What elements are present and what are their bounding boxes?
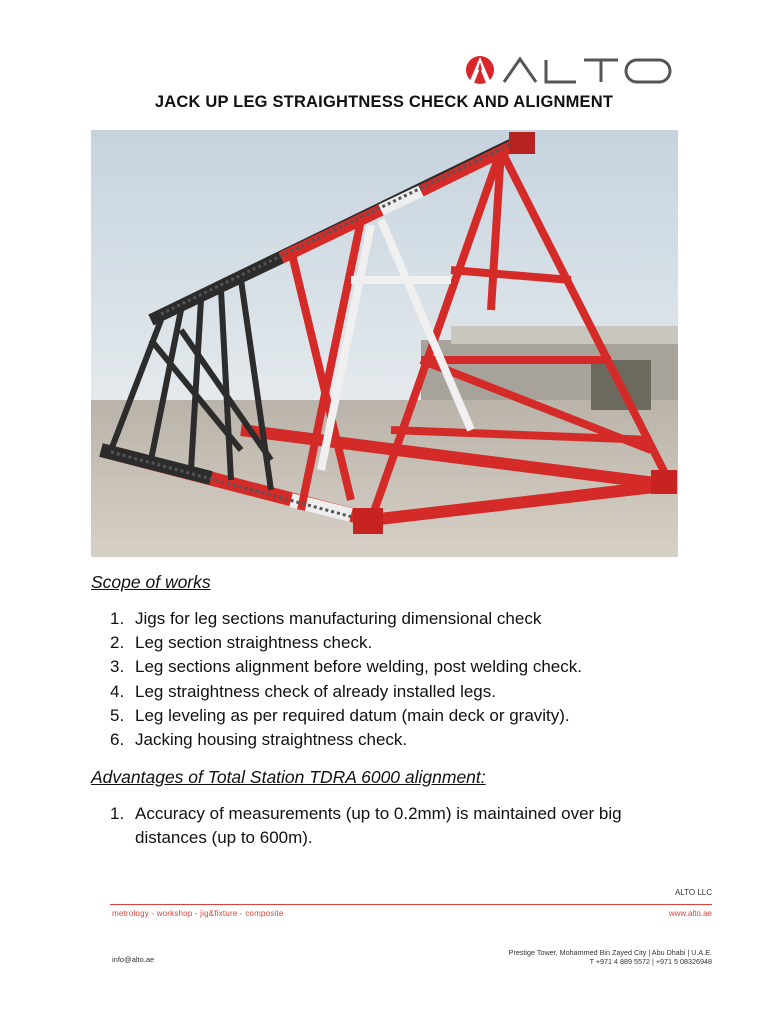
advantages-heading: Advantages of Total Station TDRA 6000 alignment: xyxy=(91,767,486,787)
footer-address-line: Prestige Tower, Mohammed Bin Zayed City | Abu Dhabi | U.A.E. xyxy=(508,948,712,957)
footer-services: metrology - workshop - jig&fixture - composite xyxy=(112,909,284,918)
list-item: 1. Jigs for leg sections manufacturing dimensional check xyxy=(110,609,542,628)
scope-list xyxy=(110,607,582,752)
footer-phone-line: T +971 4 889 5572 | +971 5 08326948 xyxy=(589,957,712,966)
footer-website-link[interactable]: www.alto.ae xyxy=(668,909,712,918)
footer-divider xyxy=(110,904,712,905)
footer-address xyxy=(509,948,712,966)
page-title: JACK UP LEG STRAIGHTNESS CHECK AND ALIGNMENT xyxy=(154,93,614,111)
list-item: 1. Accuracy of measurements (up to 0.2mm) is maintained over big distances (up to 600m). xyxy=(110,804,622,848)
alto-logo xyxy=(462,52,674,88)
footer-email-link[interactable]: info@alto.ae xyxy=(112,955,155,964)
alto-logo-wordmark xyxy=(500,52,674,88)
jack-up-leg-illustration xyxy=(91,130,678,557)
advantages-list xyxy=(110,802,670,850)
footer-company: ALTO LLC xyxy=(674,888,712,897)
list-item: 2. Leg section straightness check. xyxy=(110,633,373,653)
list-item: 4. Leg straightness check of already installed legs. xyxy=(110,681,496,701)
list-item: 6. Jacking housing straightness check. xyxy=(110,730,408,750)
list-item: 5. Leg leveling as per required datum (main deck or gravity). xyxy=(110,705,570,725)
scope-heading: Scope of works xyxy=(91,572,211,592)
alto-logo-mark-icon xyxy=(462,52,502,88)
jack-up-leg-photo xyxy=(91,130,678,557)
list-item: 3. Leg sections alignment before welding, post welding check. xyxy=(110,657,582,677)
